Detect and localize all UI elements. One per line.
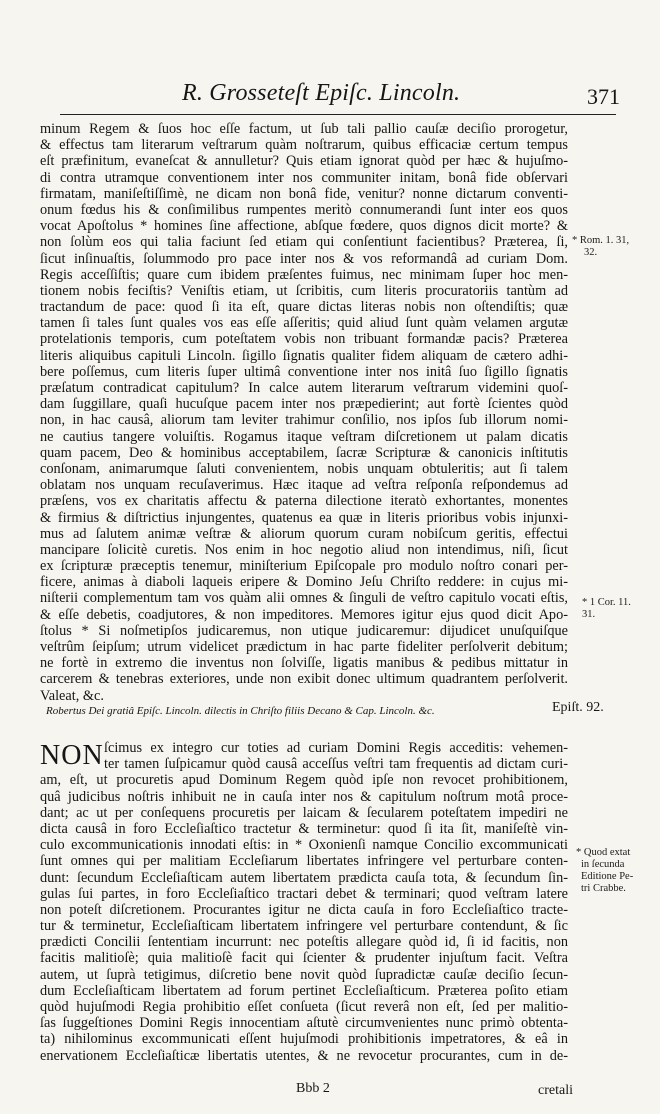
text-line: ſas ſuggeſtiones Domini Regis innocentiam aſtutè circumvenientes nunc primò obtenta- bbox=[40, 1015, 568, 1032]
text-line: Valeat, &c. bbox=[40, 687, 104, 704]
text-line: non, in hac causâ, aliorum tam leviter trahimur conſilio, nos ipſos ſub illorum nomi- bbox=[40, 412, 568, 429]
text-line: ſunt omnes qui per malitiam Eccleſiarum libertates infringere vel perturbare conten- bbox=[40, 853, 568, 870]
margin-note-edition bbox=[576, 847, 633, 895]
text-line: prædicti Concilii ſententiam incurrunt: nec poteſtis allegare quòd id, ſi id facitis, non bbox=[40, 934, 568, 951]
text-line: minum Regem & ſuos hoc eſſe factum, ut ſub tali pallio cauſæ deciſio prorogetur, bbox=[40, 121, 568, 137]
text-line: protelationis temporis, cum poteſtatem vobis non tribuant formandæ pacis? Præterea bbox=[40, 331, 568, 348]
margin-note-line: 32. bbox=[584, 247, 598, 258]
margin-note-corinthians bbox=[582, 597, 631, 621]
text-line: culo excommunicationis innodati eſtis: in * Oxonienſi namque Concilio excommunicati bbox=[40, 837, 568, 854]
text-line: firmatam, maniſeſtiſſimè, ne dicam non bonâ fide, venitur? nonne dictarum conventi- bbox=[40, 185, 568, 202]
page-number: 371 bbox=[587, 84, 620, 109]
margin-note-line: * Rom. 1. 31, bbox=[572, 235, 630, 246]
running-head: R. Grosseteſt Epiſc. Lincoln. bbox=[182, 80, 461, 106]
text-line: bere poſſemus, cum literis ſuper ultimâ conventione inter nos initâ ſuo ſigillo ſignatis bbox=[40, 363, 568, 380]
drop-capital: NON bbox=[40, 740, 104, 771]
text-line: enervationem Eccleſiaſticæ libertatis utentes, & ne revocetur procurantes, cum in de- bbox=[40, 1047, 568, 1064]
header-rule bbox=[60, 114, 616, 115]
text-line: autem, ut ſuprà tetigimus, diſcretio bene novit quòd ſupradictæ cauſæ deciſio ſecun- bbox=[40, 966, 568, 983]
margin-note-line: Editione Pe- bbox=[581, 871, 634, 882]
text-line: gulas ſui partes, in foro Eccleſiaſtico tractari debet & terminari; quod veſtram latere bbox=[40, 885, 568, 902]
text-line: vocat Apoſtolus * homines ſine affectione, abſque fœdere, quos dignos dicit morte? & bbox=[40, 218, 568, 235]
text-line: niſterii complementum tam vos quàm alii omnes & ſinguli de veſtro capitulo vocati eſtis, bbox=[40, 590, 568, 607]
text-line: & firmius & diſtrictius injungentes, quatenus ea quæ in literis prioribus vobis injunxi- bbox=[40, 509, 568, 526]
epistle-number: Epiſt. 92. bbox=[552, 700, 604, 715]
margin-note-line: tri Crabbe. bbox=[581, 883, 626, 894]
margin-note-line: 31. bbox=[582, 609, 596, 620]
text-line: non poteſt diſcretionem. Procurantes igitur ne dicta cauſa in foro Eccleſiaſtico tracte- bbox=[40, 901, 568, 918]
text-line: dicta causâ in foro Eccleſiaſtico tractetur & terminetur: quod ſi ita ſit, maniſeſtè vin- bbox=[40, 820, 568, 837]
text-line: facitis malitioſè; quia malitioſè facit qui ſcienter & prudenter injuſtum facit. Veſtra bbox=[40, 950, 568, 967]
text-line: am, eſt, ut procuretis apud Dominum Regem quòd ipſe non revocet prohibitionem, bbox=[40, 772, 568, 789]
margin-note-romans bbox=[572, 235, 629, 259]
text-line: ter tamen ſuſpicamur quòd causâ acceſſus veſtri tam frequentis ad dictam curi- bbox=[104, 756, 568, 773]
text-line: tur & terminetur, Eccleſiaſticam libertatem infringere vel perturbare contendunt, & ſic bbox=[40, 918, 568, 935]
text-line: quam pacem, Deo & hominibus acceptabilem, ſacræ Scripturæ & canonicis inſtitutis bbox=[40, 444, 568, 461]
epistle-heading: Robertus Dei gratiâ Epiſc. Lincoln. dilectis in Chriſto filiis Decano & Cap. Lincoln. &c. bbox=[46, 705, 435, 717]
text-line: ſcimus ex integro cur toties ad curiam Domini Regis acceditis: vehemen- bbox=[104, 740, 568, 756]
margin-note-line: * 1 Cor. 11. bbox=[582, 597, 631, 608]
text-line: oblatam nos unquam recuſaverimus. Hæc itaque ad veſtra reſponſa reſpondemus ad bbox=[40, 477, 568, 494]
text-line: ſicut inſinuaſtis, ſolummodo pro pace inter nos & vos reformandâ ad curiam Dom. bbox=[40, 250, 568, 267]
text-line: ficere, animas à diaboli laqueis eripere & Domino Jeſu Chriſto reddere: in cujus mi- bbox=[40, 574, 568, 591]
text-line: ſtolus * Si noſmetipſos judicaremus, non utique judicaremur: dijudicet unuſquiſque bbox=[40, 622, 568, 639]
text-line: Regis acceſſiſtis; quare cum ibidem præſentes fuimus, nec minimam ſuper hoc men- bbox=[40, 266, 568, 283]
text-line: onum fœdus his & conſimilibus rumpentes meritò connumerandi ſunt inter eos quos bbox=[40, 201, 568, 218]
text-line: non ſolùm eos qui talia faciunt ſed etiam qui conſentiunt facientibus? Præterea, ſi, bbox=[40, 234, 568, 251]
text-line: dant; ac ut per conſequens procuretis per laicam & ſecularem poteſtatem impediri ne bbox=[40, 804, 568, 821]
page-header bbox=[60, 78, 620, 110]
margin-note-line: in ſecunda bbox=[581, 859, 625, 870]
text-line: tamen ſi tales ſunt quales vos eas eſſe aſſeritis; quid aliud ſunt quàm velamen argutæ bbox=[40, 315, 568, 332]
text-line: di contra utramque conventionem inter nos communiter initam, bonâ fide obſervari bbox=[40, 169, 568, 186]
text-line: tractandum de pace: quod ſi ita eſt, quare dictas literas nobis non oſtendiſtis; quæ bbox=[40, 299, 568, 316]
text-line: tionem nobis feciſtis? Veniſtis etiam, ut ſcribitis, cum literis procuratoriis tantùm ad bbox=[40, 282, 568, 299]
text-line: ta) nihilominus excommunicati eſſent hujuſmodi prohibitionis impetratores, & eâ in bbox=[40, 1031, 568, 1048]
text-line: veſtrûm ſeipſum; utrum videlicet prædictum in hac parte fideliter perſolverit debitum; bbox=[40, 639, 568, 655]
text-line: mancipare ſolicitè curetis. Nos enim in hoc negotio aliud non intendimus, niſi, ſicut bbox=[40, 541, 568, 558]
epistle-text bbox=[40, 740, 568, 1064]
text-line: præſatum contradicat capitulum? In calce autem literarum veſtrarum videmini quoſ- bbox=[40, 380, 568, 396]
text-line: carcerem & tenebras exteriores, unde non exibit donec ultimum quadrantem perſolverit. bbox=[40, 671, 568, 688]
text-line: & effectus tam literarum veſtrarum quàm noſtrarum, quibus efficaciæ certum tempus bbox=[40, 137, 568, 154]
text-line: præſens, vos ex charitatis affectu & paterna dilectione iteratò exhortantes, monentes bbox=[40, 493, 568, 510]
catchword: cretali bbox=[538, 1083, 573, 1098]
margin-note-line: * Quod extat bbox=[576, 847, 631, 858]
letter-text bbox=[40, 121, 568, 704]
text-line: dum Eccleſiaſticam libertatem ad forum pertinet Eccleſiaſticum. Præterea poſito etiam bbox=[40, 982, 568, 999]
signature-mark: Bbb 2 bbox=[296, 1081, 330, 1096]
text-line: mus ad ſalutem animæ veſtræ & aliorum quorum curam nobiſcum geritis, effectui bbox=[40, 525, 568, 542]
text-line: quâ judicibus noſtris inhibuit ne in cauſa inter nos & capitulum noſtrum motâ proce- bbox=[40, 788, 568, 805]
text-line: dam ſuggillare, quaſi hucuſque pacem inter nos præpedierint; aut fortè ſcientes quòd bbox=[40, 396, 568, 413]
text-line: & eſſe debetis, coadjutores, & non impeditores. Memores igitur ejus quod dicit Apo- bbox=[40, 606, 568, 623]
text-line: ex ſcripturæ præceptis tenemur, miniſterium Epiſcopale pro modulo noſtro conari per- bbox=[40, 558, 568, 575]
text-line: eſt præfinitum, evaneſcat & annulletur? Quis etiam ignorat quòd per hæc & hujuſmo- bbox=[40, 153, 568, 170]
text-line: ne fortè in extremo die inventus non ſolviſſe, ligatis manibus & pedibus mittatur in bbox=[40, 655, 568, 672]
text-line: conſonam, animarumque ſaluti convenientem, nobis unquam obtuleritis; aut ſi talem bbox=[40, 460, 568, 477]
text-line: quòd hujuſmodi Regia prohibitio eſſet conſueta (ſicut reverâ non eſt, ſed per malitio- bbox=[40, 999, 568, 1015]
text-line: ne cautius tangere voluiſtis. Rogamus itaque veſtram diſcretionem ut palam dicatis bbox=[40, 428, 568, 445]
text-line: dunt: ſecundum Eccleſiaſticam autem libertatem prædicta cauſa tota, & ſecundum ſin- bbox=[40, 869, 568, 886]
text-line: literis aliquibus capituli Lincoln. ſigillo ſignatis qualiter fidem aliquam de cætero adhi- bbox=[40, 347, 568, 364]
